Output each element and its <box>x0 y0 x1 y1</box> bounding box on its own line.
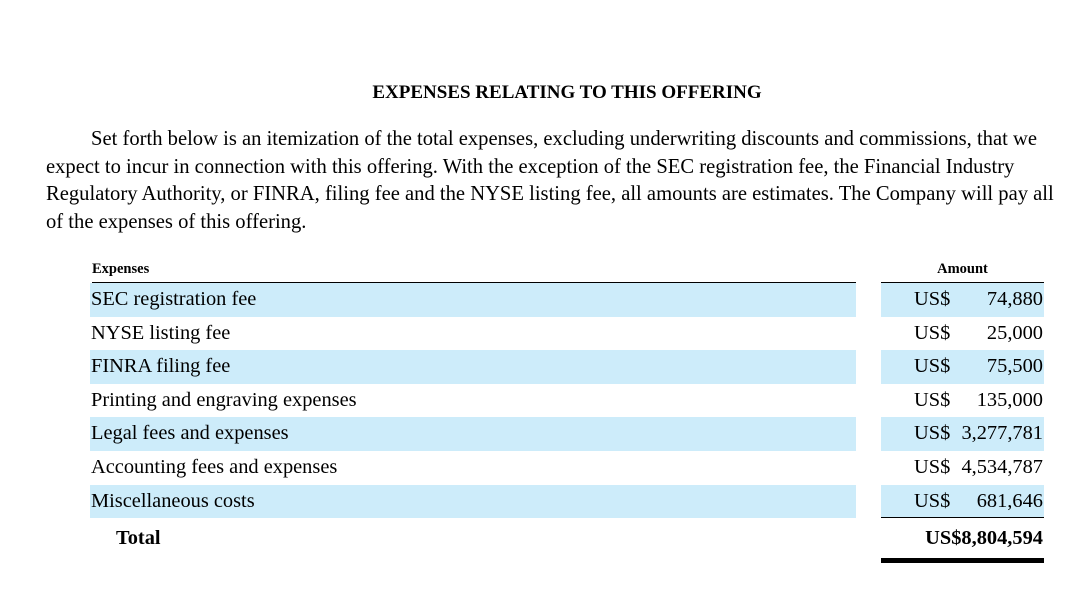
row-amount: 75,500 <box>986 355 1043 378</box>
table-row <box>90 451 1044 485</box>
row-label: SEC registration fee <box>90 283 856 317</box>
row-amount-cell <box>881 317 1044 351</box>
row-amount-cell <box>881 283 1044 317</box>
row-amount: 25,000 <box>986 321 1043 344</box>
table-row <box>90 350 1044 384</box>
total-amount: US$8,804,594 <box>925 527 1043 550</box>
row-amount-cell <box>881 451 1044 485</box>
table-row <box>90 317 1044 351</box>
table-header <box>90 256 1044 283</box>
row-amount: 74,880 <box>986 288 1043 310</box>
total-row <box>90 518 1044 558</box>
table-row <box>90 485 1044 519</box>
row-currency: US$ <box>914 288 951 310</box>
total-amount-cell <box>881 518 1044 563</box>
row-amount-cell <box>881 417 1044 451</box>
row-amount-cell <box>881 485 1044 519</box>
row-amount: 135,000 <box>976 388 1043 411</box>
row-label: Printing and engraving expenses <box>91 388 357 411</box>
row-currency: US$ <box>914 422 951 445</box>
table-row <box>90 283 1044 317</box>
total-label: Total <box>116 527 161 550</box>
row-label: Miscellaneous costs <box>90 485 856 519</box>
table-row <box>90 417 1044 451</box>
row-currency: US$ <box>914 489 951 512</box>
section-title: EXPENSES RELATING TO THIS OFFERING <box>372 82 762 103</box>
row-label: FINRA filing fee <box>90 350 856 384</box>
row-label: Legal fees and expenses <box>90 417 856 451</box>
header-amount: Amount <box>881 261 1044 284</box>
row-currency: US$ <box>914 355 951 378</box>
row-amount: 681,646 <box>976 489 1043 512</box>
row-currency: US$ <box>914 388 951 411</box>
row-currency: US$ <box>914 455 951 478</box>
header-expenses: Expenses <box>92 261 856 284</box>
row-amount: 4,534,787 <box>961 455 1043 478</box>
row-label: Accounting fees and expenses <box>91 455 338 478</box>
intro-paragraph: Set forth below is an itemization of the total expenses, excluding underwriting discounts and commissions, that we expect to incur in connection with this offering. With the exception of the SEC registration fee, the Financial Industry Regulatory Authority, or FINRA, filing fee and the NYSE listing fee, all amounts are estimates. The Company will pay all of the expenses of this offering. <box>46 128 1054 233</box>
row-amount-cell <box>881 384 1044 418</box>
row-amount-cell <box>881 350 1044 384</box>
table-row <box>90 384 1044 418</box>
row-amount: 3,277,781 <box>961 422 1043 445</box>
row-label: NYSE listing fee <box>91 321 231 344</box>
row-currency: US$ <box>914 321 951 344</box>
expenses-table <box>90 256 1044 558</box>
